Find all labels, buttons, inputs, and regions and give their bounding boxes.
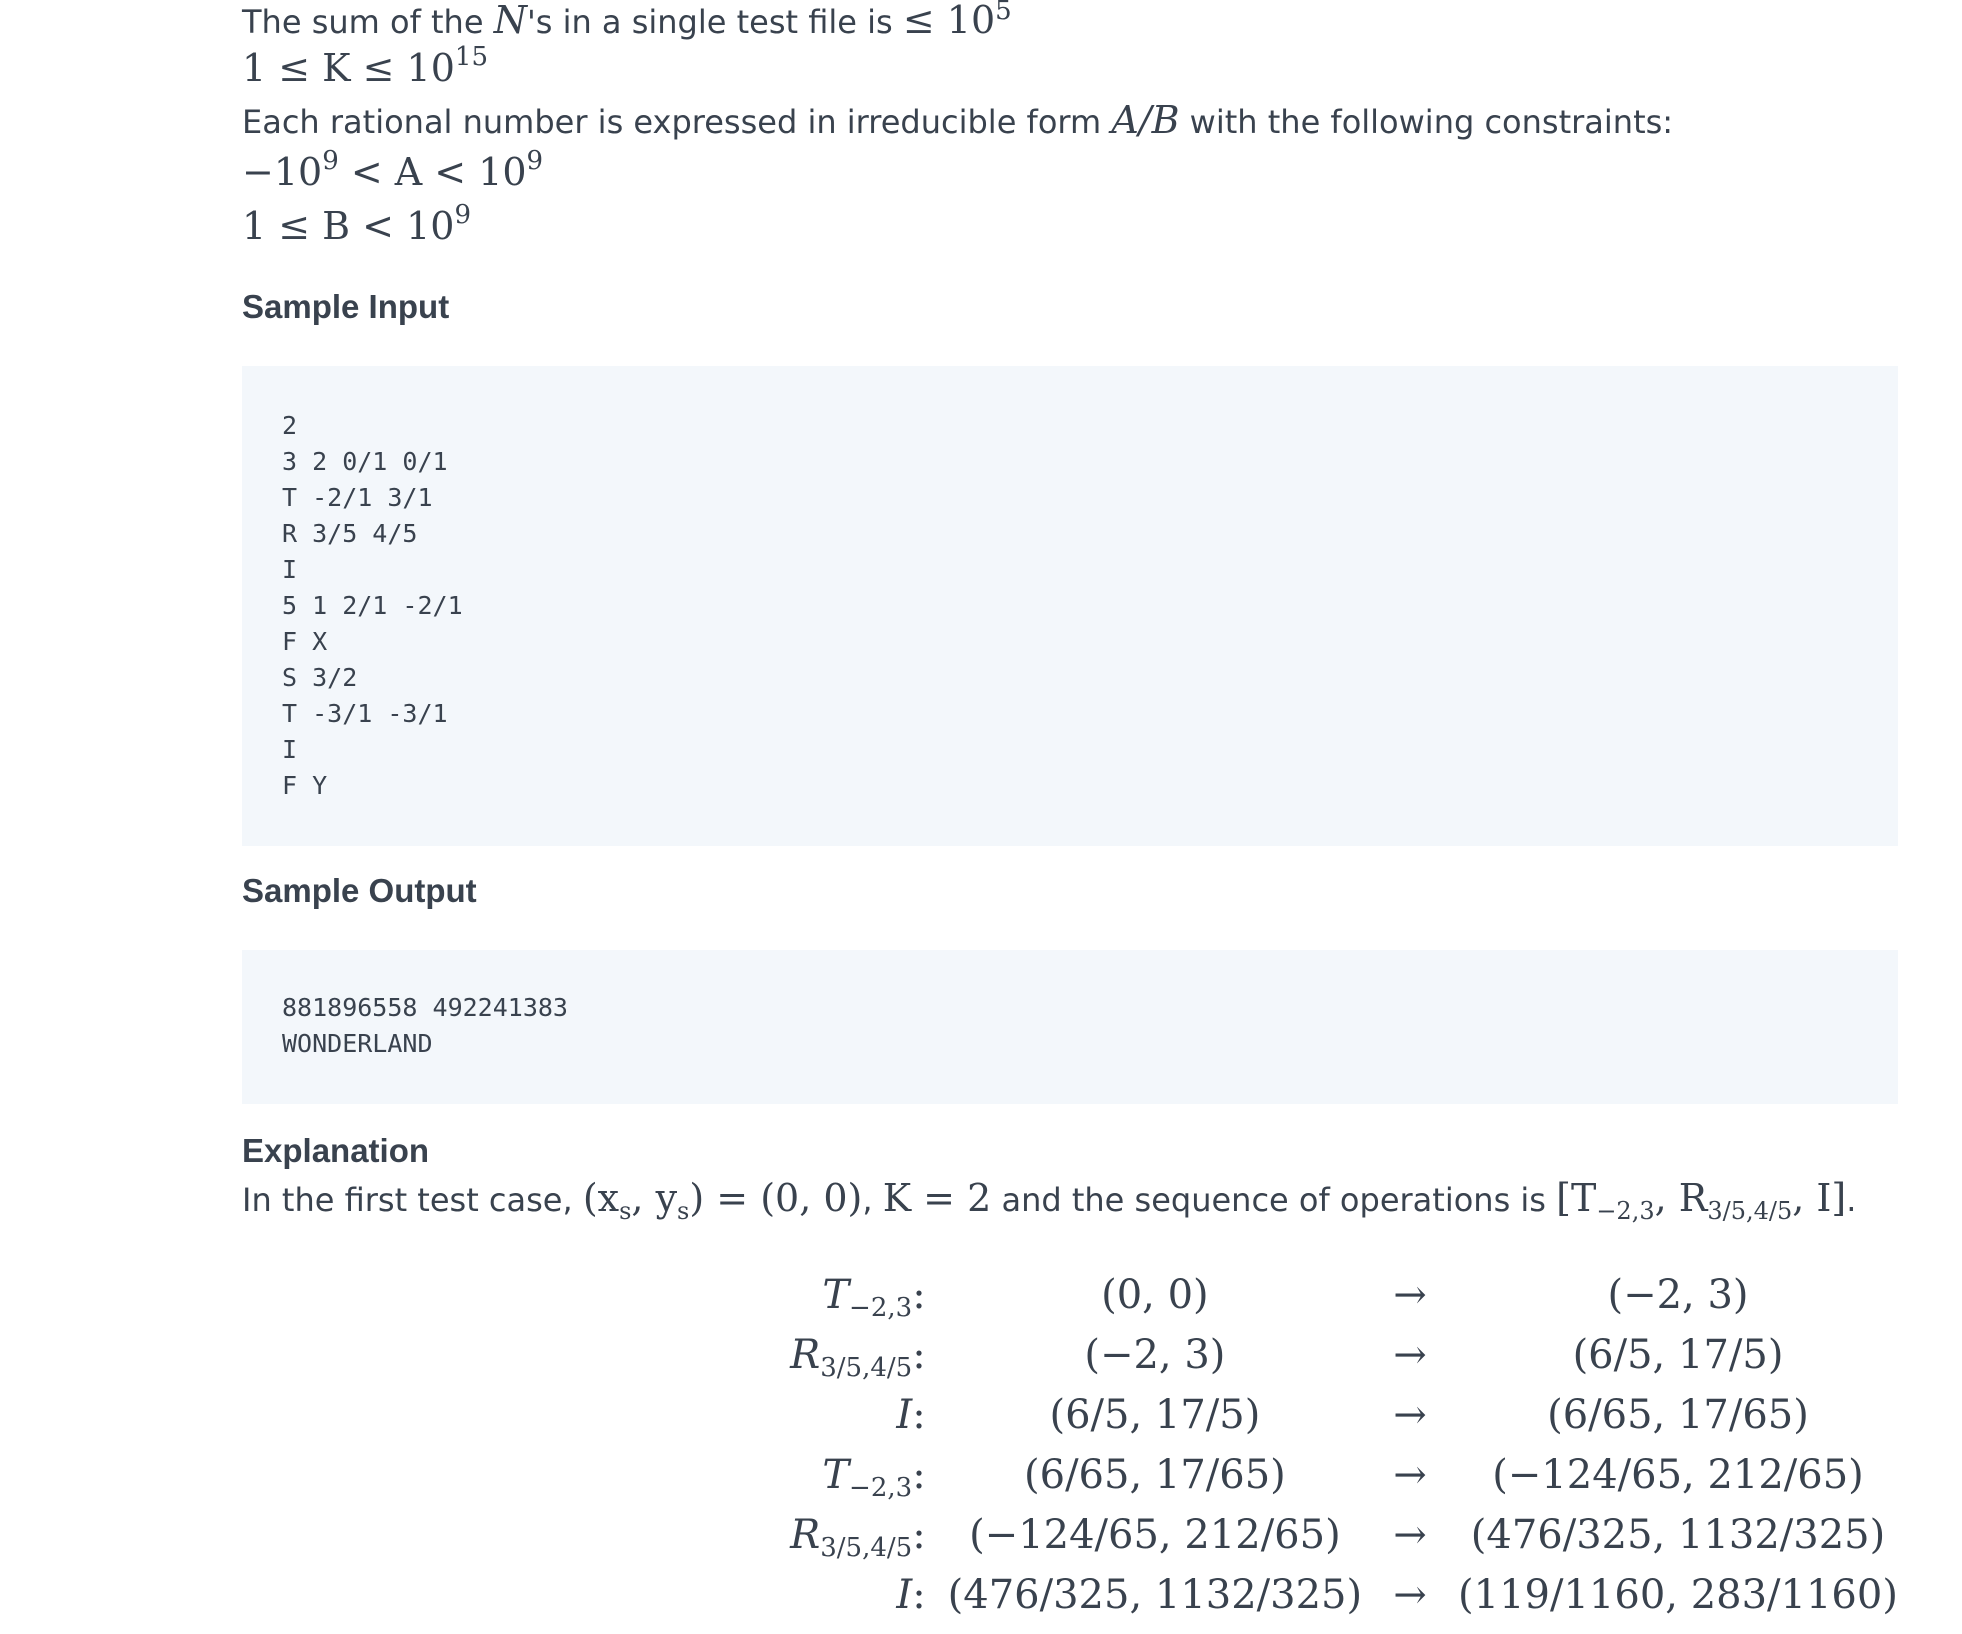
operation-to: (476/325, 1132/325) [1470, 1512, 1886, 1558]
sample-input-line: 2 [282, 411, 298, 440]
sample-input-line: F Y [282, 771, 328, 800]
constraint-b [242, 200, 471, 252]
sample-output-heading: Sample Output [242, 872, 477, 909]
operation-label: $R_{3/5,4/5}$: [790, 1332, 926, 1383]
sample-input-line: T -3/1 -3/1 [282, 699, 448, 728]
arrow-icon: → [1393, 1272, 1427, 1318]
explanation-intro-seq-sub1: −2,3 [1596, 1197, 1655, 1225]
operation-row [542, 1445, 1898, 1505]
constraint-sum-n-var: N [493, 0, 527, 42]
sample-input-line: I [282, 555, 298, 584]
constraint-rational-prefix: Each rational number is expressed in irreducible form [242, 103, 1112, 141]
explanation-intro-mid: and the sequence of operations is [991, 1181, 1557, 1219]
sample-output-line: WONDERLAND [282, 1029, 433, 1058]
operation-label: $T_{-2,3}$: [822, 1452, 926, 1503]
constraint-rational-math: A/B [1111, 98, 1180, 142]
explanation-intro-math2: K = 2 [882, 1176, 992, 1220]
constraint-sum-n-prefix: The sum of the [242, 3, 494, 41]
sample-output-box [242, 950, 1898, 1104]
constraint-k-main: 1 ≤ K ≤ 10 [242, 46, 455, 90]
operation-symbol: I [896, 1572, 913, 1618]
arrow-icon: → [1393, 1512, 1427, 1558]
sample-input-line: 5 1 2/1 -2/1 [282, 591, 463, 620]
constraint-sum-n [242, 0, 1012, 42]
explanation-intro [242, 1176, 1857, 1225]
operation-from: (6/5, 17/5) [1049, 1392, 1261, 1438]
operation-to: (6/65, 17/65) [1547, 1392, 1809, 1438]
operation-symbol: R [790, 1512, 821, 1558]
constraint-rational-suffix: with the following constraints: [1179, 103, 1674, 141]
constraint-k [242, 42, 488, 94]
operation-row [542, 1385, 1898, 1445]
operation-label: $R_{3/5,4/5}$: [790, 1512, 926, 1563]
operation-symbol: I [896, 1392, 913, 1438]
sample-input-line: 3 2 0/1 0/1 [282, 447, 448, 476]
constraint-b-exp: 9 [454, 200, 471, 230]
operation-label: I: [896, 1392, 926, 1438]
operation-row [542, 1265, 1898, 1325]
sample-input-heading: Sample Input [242, 288, 450, 325]
explanation-intro-math1-end: ) = (0, 0) [689, 1176, 863, 1220]
explanation-intro-comma: , [862, 1181, 883, 1219]
sample-input-line: S 3/2 [282, 663, 358, 692]
operation-subscript: −2,3 [849, 1473, 913, 1503]
constraint-a-rest: < A < 10 [338, 150, 527, 194]
operation-to: (−2, 3) [1607, 1272, 1749, 1318]
operations-table [542, 1265, 1898, 1625]
sample-input-line: T -2/1 3/1 [282, 483, 433, 512]
constraint-k-exp: 15 [454, 42, 489, 72]
constraint-sum-n-exp: 5 [995, 0, 1012, 26]
arrow-icon: → [1393, 1392, 1427, 1438]
operation-label: I: [896, 1572, 926, 1618]
explanation-heading: Explanation [242, 1132, 430, 1169]
explanation-intro-seq-sub2: 3/5,4/5 [1707, 1197, 1793, 1225]
constraint-a [242, 146, 543, 198]
explanation-intro-math1-sub2: s [677, 1197, 690, 1225]
sample-input-box [242, 366, 1898, 846]
operation-row [542, 1565, 1898, 1625]
operation-from: (0, 0) [1101, 1272, 1209, 1318]
operation-row [542, 1505, 1898, 1565]
explanation-intro-math1-mid: , y [631, 1176, 678, 1220]
constraint-a-exp1: 9 [322, 146, 339, 176]
operation-to: (−124/65, 212/65) [1492, 1452, 1864, 1498]
constraint-sum-n-mid: 's in a single test file is [526, 3, 903, 41]
explanation-intro-math1-sub1: s [619, 1197, 632, 1225]
operation-from: (476/325, 1132/325) [947, 1572, 1363, 1618]
arrow-icon: → [1393, 1572, 1427, 1618]
operation-row [542, 1325, 1898, 1385]
explanation-intro-seq-mid2: , I] [1792, 1176, 1847, 1220]
operation-subscript: −2,3 [849, 1293, 913, 1323]
constraint-rational [242, 100, 1673, 142]
operation-from: (6/65, 17/65) [1024, 1452, 1286, 1498]
arrow-icon: → [1393, 1332, 1427, 1378]
explanation-intro-seq-mid1: , R [1654, 1176, 1708, 1220]
operation-to: (119/1160, 283/1160) [1458, 1572, 1898, 1618]
constraint-a-exp2: 9 [526, 146, 544, 176]
operation-symbol: R [790, 1332, 821, 1378]
constraint-a-main: −10 [242, 150, 323, 194]
explanation-intro-math1: (x [582, 1176, 620, 1220]
operation-from: (−124/65, 212/65) [969, 1512, 1341, 1558]
constraint-sum-n-rel: ≤ 10 [902, 0, 996, 42]
constraint-b-main: 1 ≤ B < 10 [242, 204, 455, 248]
explanation-intro-prefix: In the first test case, [242, 1181, 583, 1219]
explanation-intro-end: . [1846, 1181, 1857, 1219]
operation-label: $T_{-2,3}$: [822, 1272, 926, 1323]
arrow-icon: → [1393, 1452, 1427, 1498]
operation-to: (6/5, 17/5) [1572, 1332, 1784, 1378]
operation-subscript: 3/5,4/5 [820, 1533, 913, 1563]
sample-input-line: R 3/5 4/5 [282, 519, 418, 548]
sample-input-line: I [282, 735, 298, 764]
sample-input-line: F X [282, 627, 328, 656]
operation-symbol: T [822, 1272, 850, 1318]
explanation-intro-seq-open: [T [1556, 1176, 1597, 1220]
operation-subscript: 3/5,4/5 [820, 1353, 913, 1383]
operation-symbol: T [822, 1452, 850, 1498]
operation-from: (−2, 3) [1084, 1332, 1226, 1378]
sample-output-line: 881896558 492241383 [282, 993, 568, 1022]
